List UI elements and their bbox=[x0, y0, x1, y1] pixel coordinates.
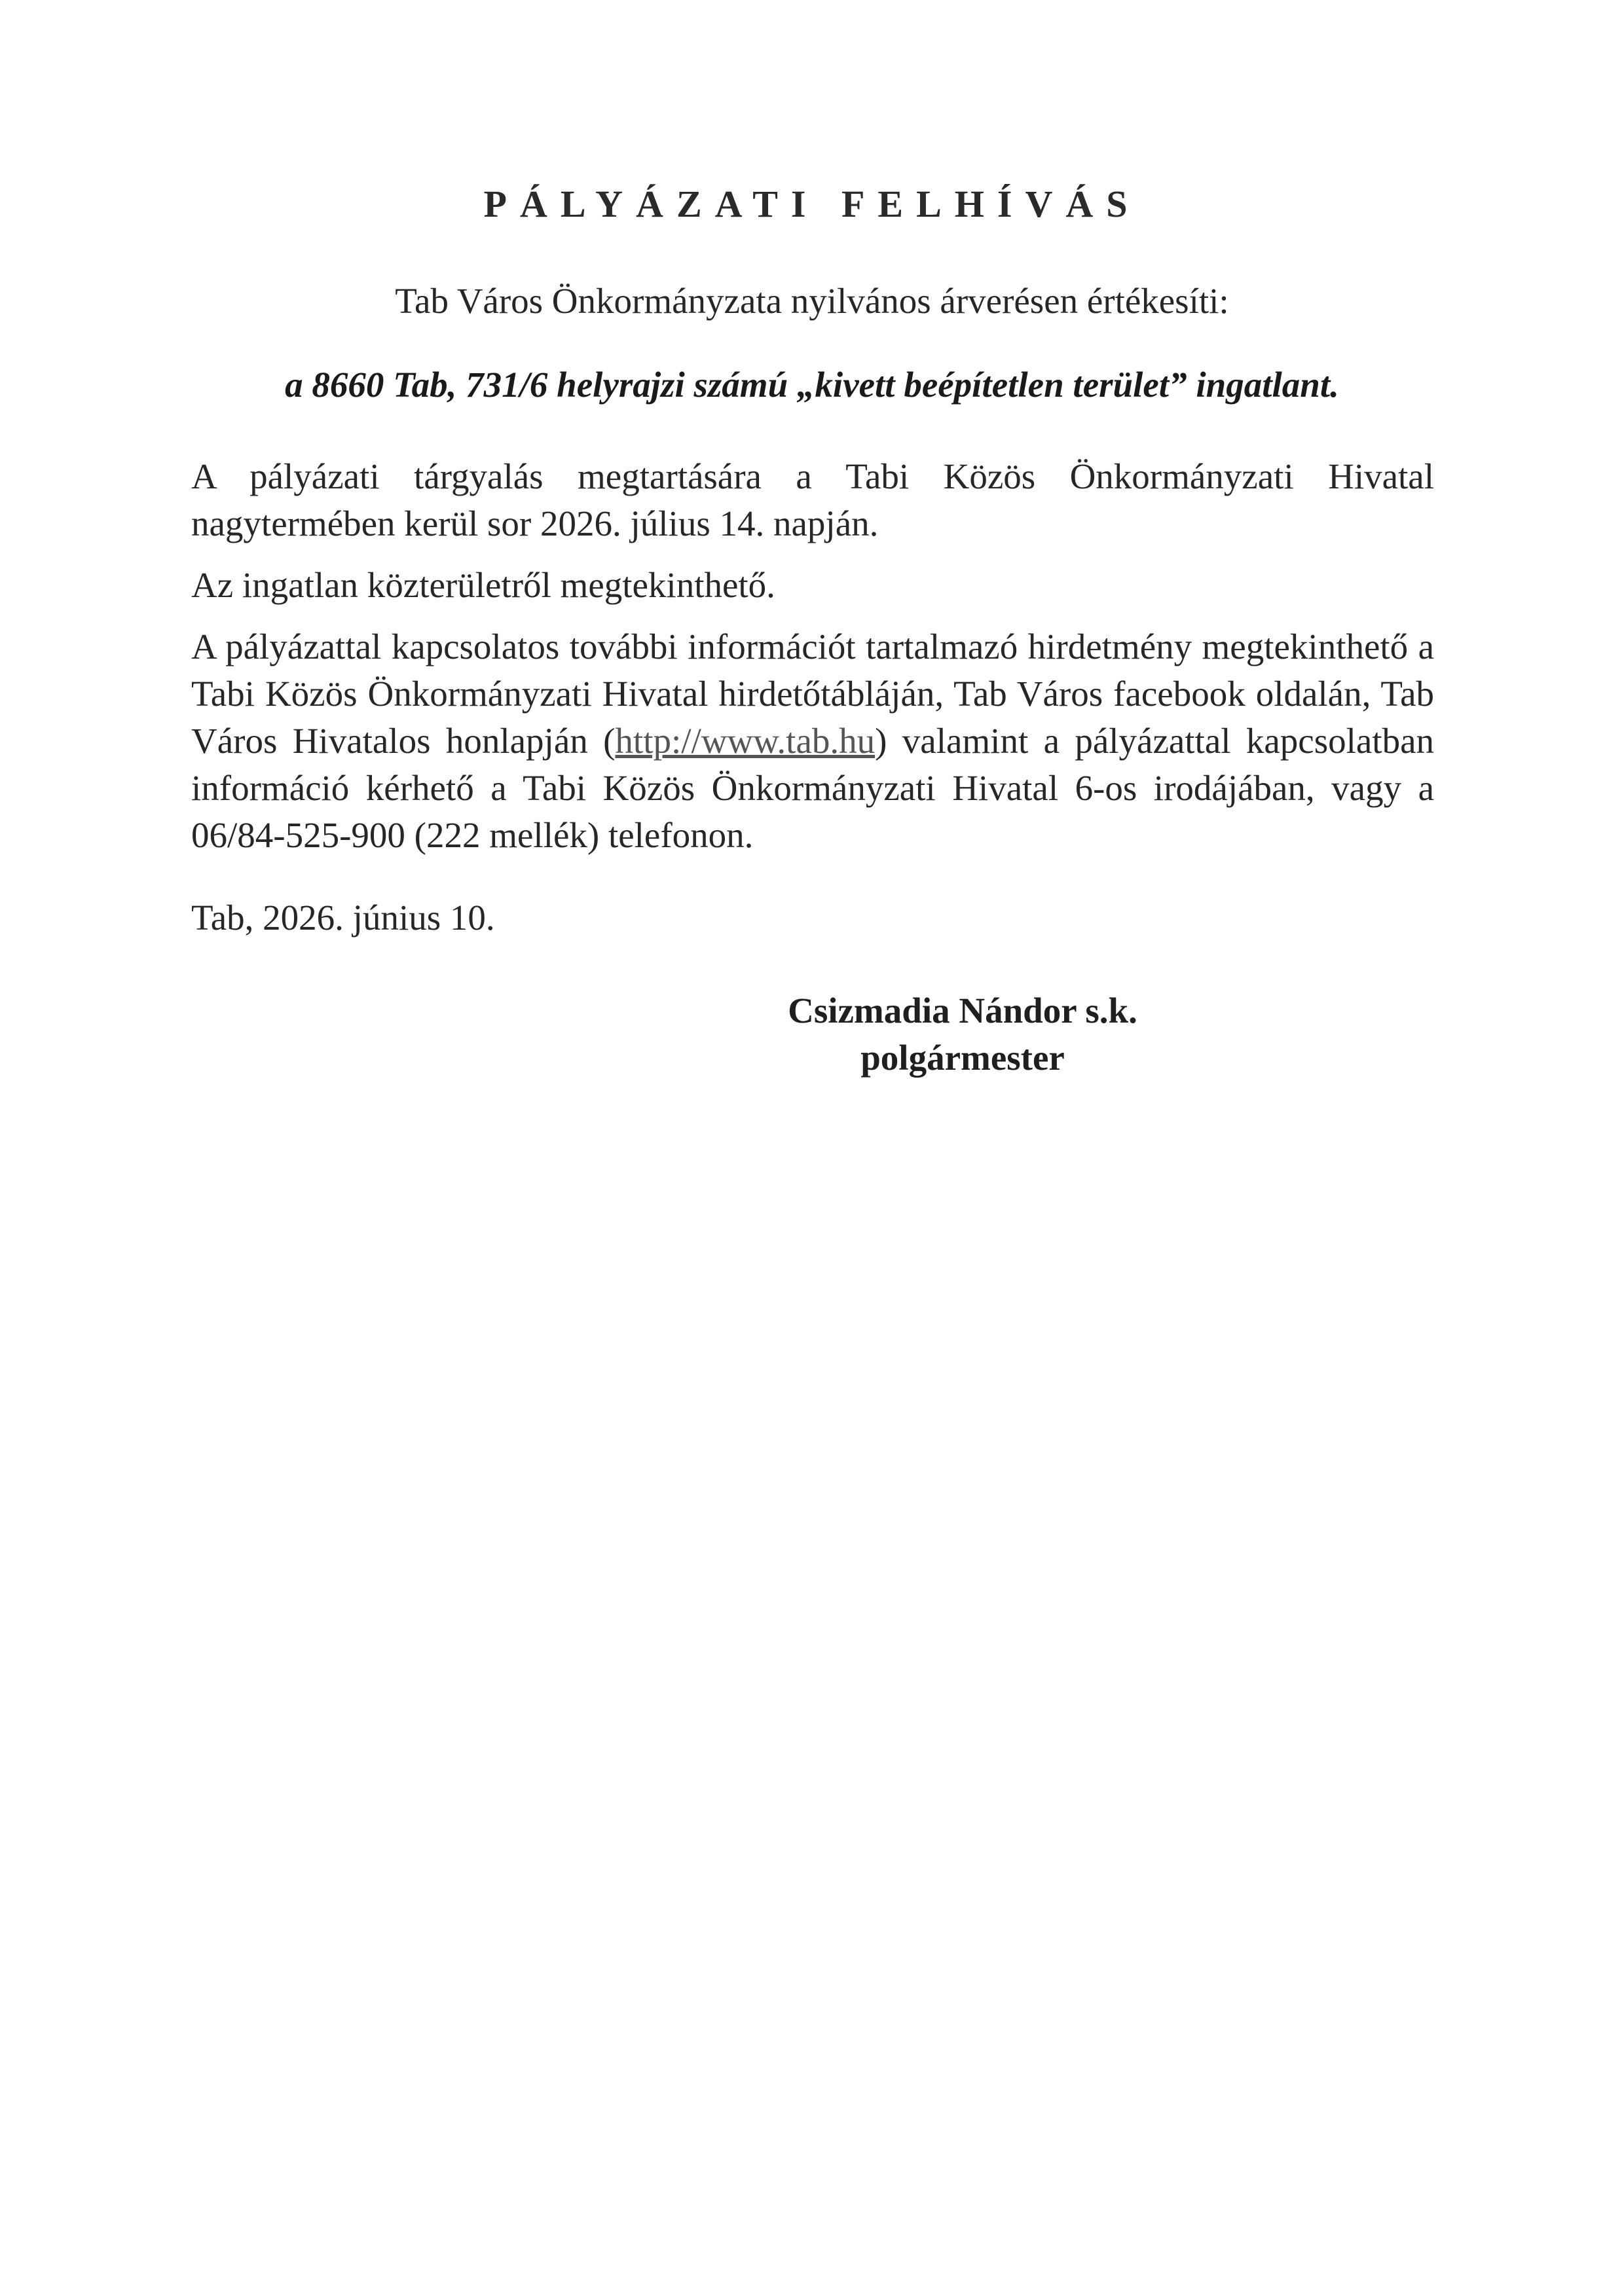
paragraph-hearing: A pályázati tárgyalás megtartására a Tabi Közös Önkormányzati Hivatal nagytermében kerül sor 2026. július 14. napján. bbox=[191, 456, 1434, 543]
document-subtitle: Tab Város Önkormányzata nyilvános árverésen értékesíti: bbox=[395, 281, 1229, 321]
paragraph-information-text-start: A pályázattal kapcsolatos további információt tartalmazó hirdetmény megtekinthető a Tabi Közös Önkormányzati Hivatal hirdetőtábláján, Tab Város facebook oldalán, Tab Város Hivatalos honlapján ( bbox=[191, 627, 1434, 761]
document-title: PÁLYÁZATI FELHÍVÁS bbox=[483, 183, 1141, 225]
property-description: a 8660 Tab, 731/6 helyrajzi számú „kivett beépítetlen terület” ingatlant. bbox=[285, 365, 1339, 405]
paragraph-information bbox=[191, 623, 1434, 859]
signature-block bbox=[760, 987, 1166, 1082]
place-and-date: Tab, 2026. június 10. bbox=[191, 898, 495, 938]
paragraph-viewing: Az ingatlan közterületről megtekinthető. bbox=[191, 565, 775, 605]
paragraph-information-text-end: ) valamint a pályázattal kapcsolatban információ kérhető a Tabi Közös Önkormányzati Hivatal 6-os irodájában, vagy a 06/84-525-900 (222 mellék) telefonon. bbox=[191, 721, 1435, 855]
website-link[interactable]: http://www.tab.hu bbox=[615, 721, 876, 761]
signer-title: polgármester bbox=[860, 1038, 1065, 1078]
signer-name: Csizmadia Nándor s.k. bbox=[788, 991, 1137, 1030]
